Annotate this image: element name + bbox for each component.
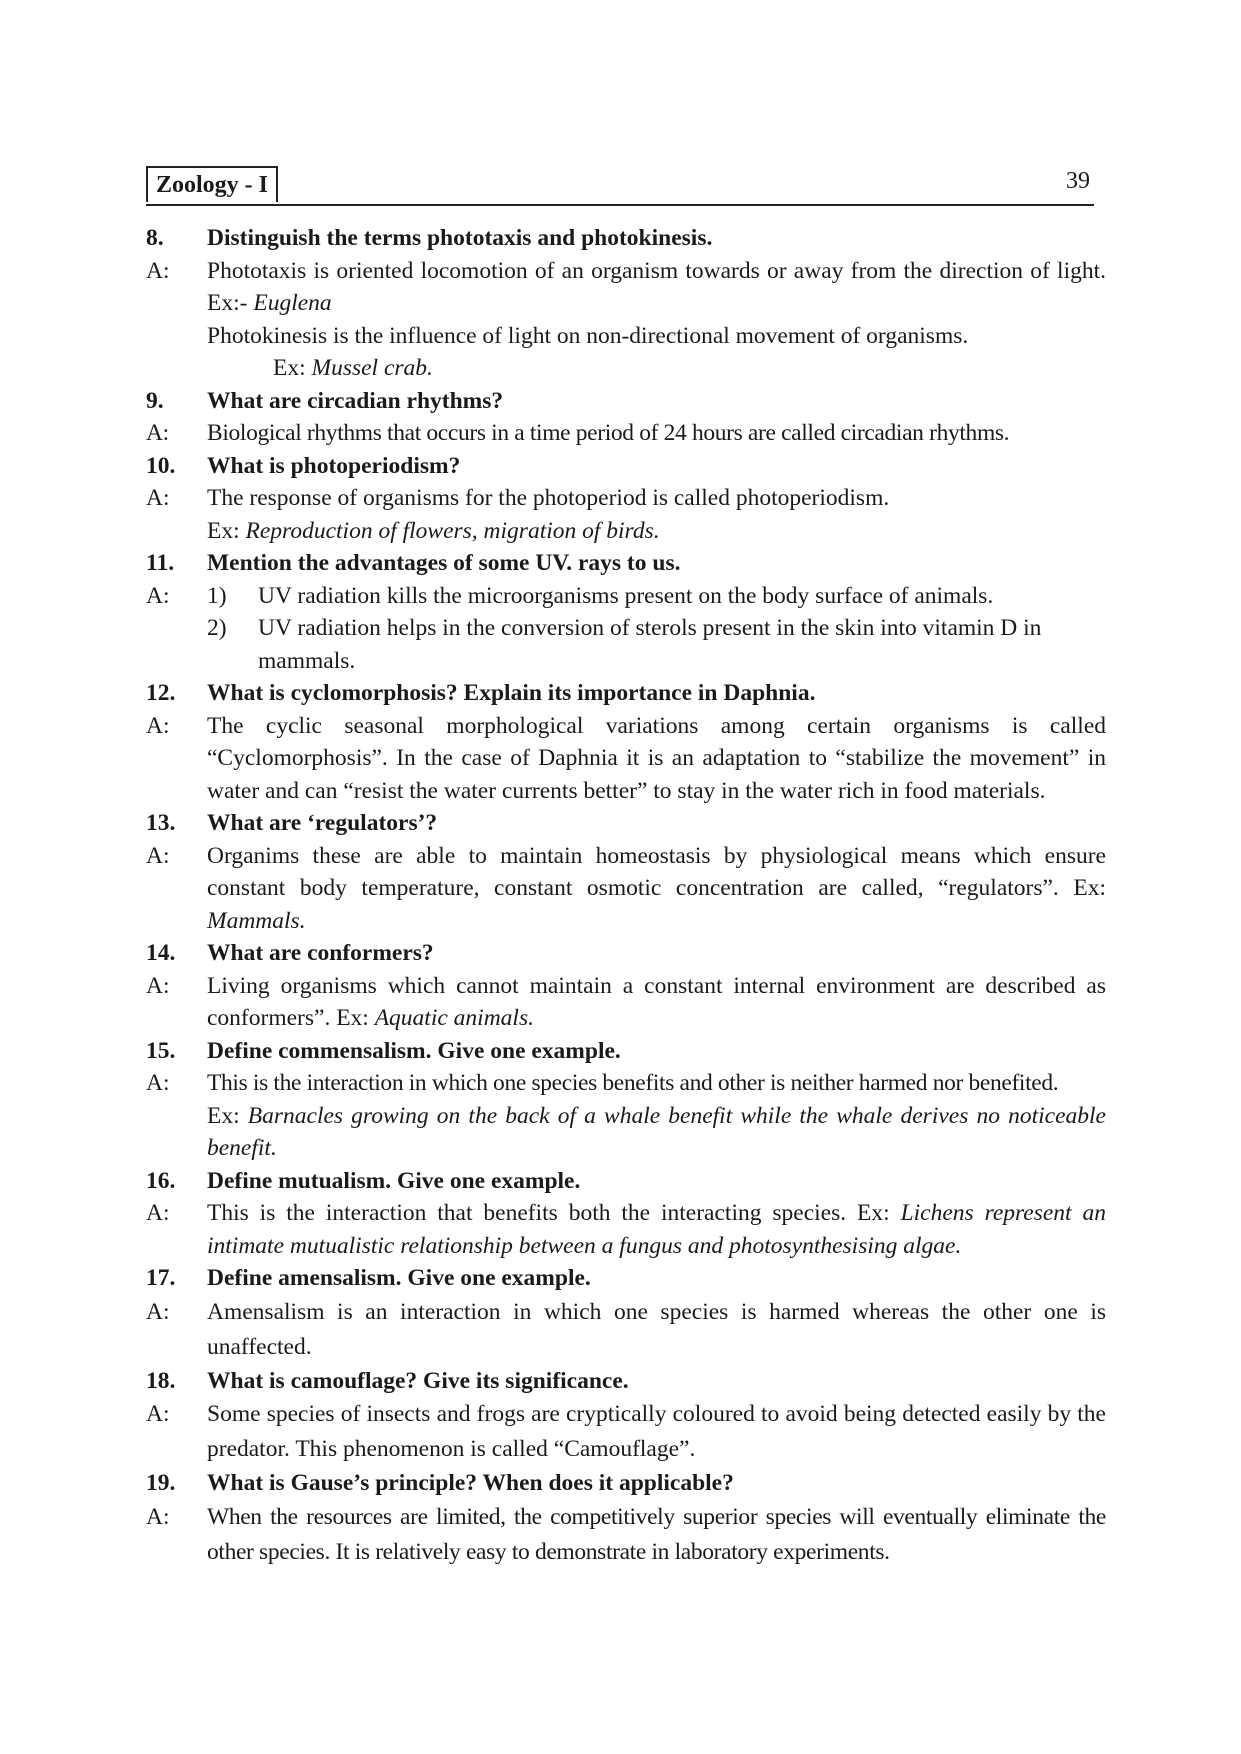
answer-label: A: bbox=[146, 972, 170, 999]
example-text: Reproduction of flowers, migration of birds. bbox=[245, 517, 660, 544]
answer-text: Phototaxis is oriented locomotion of an organism towards or away from the direction of light. Ex:- bbox=[207, 257, 1106, 316]
question-number: 15. bbox=[146, 1037, 176, 1064]
example-text: Mammals. bbox=[207, 907, 306, 934]
example-label: Ex: bbox=[207, 517, 246, 544]
question-text: Mention the advantages of some UV. rays to us. bbox=[207, 550, 681, 576]
question-number: 10. bbox=[146, 452, 176, 479]
list-item bbox=[207, 580, 1106, 613]
question-number: 11. bbox=[146, 550, 175, 576]
question-19 bbox=[146, 1467, 1106, 1500]
answer-label: A: bbox=[146, 485, 170, 511]
question-number: 9. bbox=[146, 387, 164, 414]
question-16 bbox=[146, 1165, 1106, 1198]
answer-label: A: bbox=[146, 582, 170, 609]
question-8 bbox=[146, 222, 1106, 255]
answer-text: Living organisms which cannot maintain a constant internal environment are described as conformers”. Ex: bbox=[207, 972, 1106, 1031]
answer-label: A: bbox=[146, 1401, 170, 1427]
question-text: What is Gause’s principle? When does it applicable? bbox=[207, 1470, 734, 1496]
answer-12 bbox=[146, 710, 1106, 808]
question-9 bbox=[146, 385, 1106, 418]
question-text: What are ‘regulators’? bbox=[207, 810, 438, 836]
answer-13 bbox=[146, 840, 1106, 938]
answer-label: A: bbox=[146, 257, 170, 284]
question-number: 14. bbox=[146, 940, 176, 966]
example-label: Ex: bbox=[207, 1102, 248, 1129]
example-text: Barnacles growing on the back of a whale benefit while the whale derives no noticeable benefit. bbox=[207, 1102, 1106, 1161]
question-number: 13. bbox=[146, 810, 176, 836]
list-item bbox=[207, 612, 1106, 677]
example-text: Aquatic animals. bbox=[374, 1005, 534, 1031]
example-label: Ex: bbox=[273, 355, 312, 381]
question-number: 19. bbox=[146, 1470, 176, 1496]
answer-10 bbox=[146, 482, 1106, 547]
question-text: Define amensalism. Give one example. bbox=[207, 1265, 591, 1291]
example-text: Mussel crab. bbox=[311, 355, 433, 381]
answer-label: A: bbox=[146, 1200, 170, 1226]
answer-text: The cyclic seasonal morphological variations among certain organisms is called “Cyclomorphosis”. In the case of Daphnia it is an adaptation to “stabilize the movement” in water and can “resist the water currents better” to stay in the water rich in food materials. bbox=[207, 712, 1106, 804]
list-number: 2) bbox=[207, 615, 227, 641]
question-number: 18. bbox=[146, 1367, 176, 1394]
chapter-title: Zoology - I bbox=[146, 166, 278, 202]
answer-16 bbox=[146, 1197, 1106, 1262]
question-17 bbox=[146, 1262, 1106, 1295]
answer-text: Organims these are able to maintain homeostasis by physiological means which ensure constant body temperature, constant osmotic concentration are called, “regulators”. Ex: bbox=[207, 842, 1106, 901]
answer-text: Photokinesis is the influence of light on non-directional movement of organisms. bbox=[207, 322, 969, 349]
question-18 bbox=[146, 1365, 1106, 1398]
page-number: 39 bbox=[1066, 168, 1090, 194]
question-10 bbox=[146, 450, 1106, 483]
answer-text: Amensalism is an interaction in which one species is harmed whereas the other one is unaffected. bbox=[207, 1298, 1106, 1360]
question-11 bbox=[146, 547, 1106, 580]
answer-15 bbox=[146, 1067, 1106, 1165]
answer-text: Some species of insects and frogs are cryptically coloured to avoid being detected easily by the predator. This phenomenon is called “Camouflage”. bbox=[207, 1401, 1106, 1462]
answer-text: This is the interaction in which one species benefits and other is neither harmed nor benefited. bbox=[207, 1070, 1059, 1096]
question-number: 17. bbox=[146, 1265, 176, 1291]
answer-14 bbox=[146, 970, 1106, 1035]
question-13 bbox=[146, 807, 1106, 840]
answer-label: A: bbox=[146, 420, 169, 446]
answer-label: A: bbox=[146, 712, 170, 739]
answer-label: A: bbox=[146, 1503, 170, 1530]
answer-text: This is the interaction that benefits both the interacting species. Ex: bbox=[207, 1200, 901, 1226]
question-number: 12. bbox=[146, 680, 176, 706]
answer-label: A: bbox=[146, 1298, 170, 1325]
question-text: Distinguish the terms phototaxis and photokinesis. bbox=[207, 225, 713, 251]
question-text: Define commensalism. Give one example. bbox=[207, 1037, 621, 1064]
list-number: 1) bbox=[207, 582, 227, 609]
list-text: UV radiation helps in the conversion of sterols present in the skin into vitamin D in mammals. bbox=[258, 615, 1042, 674]
answer-label: A: bbox=[146, 842, 170, 869]
question-15 bbox=[146, 1035, 1106, 1068]
answer-8 bbox=[146, 255, 1106, 385]
question-text: What are conformers? bbox=[207, 940, 434, 966]
question-text: Define mutualism. Give one example. bbox=[207, 1167, 581, 1194]
question-number: 16. bbox=[146, 1167, 176, 1194]
answer-text: Biological rhythms that occurs in a time period of 24 hours are called circadian rhythms. bbox=[207, 420, 1010, 446]
question-number: 8. bbox=[146, 225, 164, 251]
answer-17 bbox=[146, 1295, 1106, 1365]
list-text: UV radiation kills the microorganisms present on the body surface of animals. bbox=[258, 582, 994, 609]
answer-label: A: bbox=[146, 1070, 170, 1096]
example-text: Lichens represent an intimate mutualistic relationship between a fungus and photosynthesising algae. bbox=[207, 1200, 1106, 1259]
question-text: What is cyclomorphosis? Explain its importance in Daphnia. bbox=[207, 680, 816, 706]
question-12 bbox=[146, 677, 1106, 710]
answer-19 bbox=[146, 1500, 1106, 1570]
question-text: What are circadian rhythms? bbox=[207, 387, 504, 414]
answer-11 bbox=[146, 580, 1106, 678]
question-text: What is photoperiodism? bbox=[207, 452, 461, 479]
answer-text: When the resources are limited, the competitively superior species will eventually eliminate the other species. It is relatively easy to demonstrate in laboratory experiments. bbox=[207, 1503, 1106, 1565]
question-14 bbox=[146, 937, 1106, 970]
answer-18 bbox=[146, 1397, 1106, 1467]
qa-content bbox=[146, 222, 1106, 1570]
example-text: Euglena bbox=[253, 290, 332, 316]
question-text: What is camouflage? Give its significance. bbox=[207, 1367, 629, 1394]
answer-9 bbox=[146, 417, 1106, 450]
answer-text: The response of organisms for the photoperiod is called photoperiodism. bbox=[207, 485, 890, 511]
page-header bbox=[146, 166, 1094, 206]
